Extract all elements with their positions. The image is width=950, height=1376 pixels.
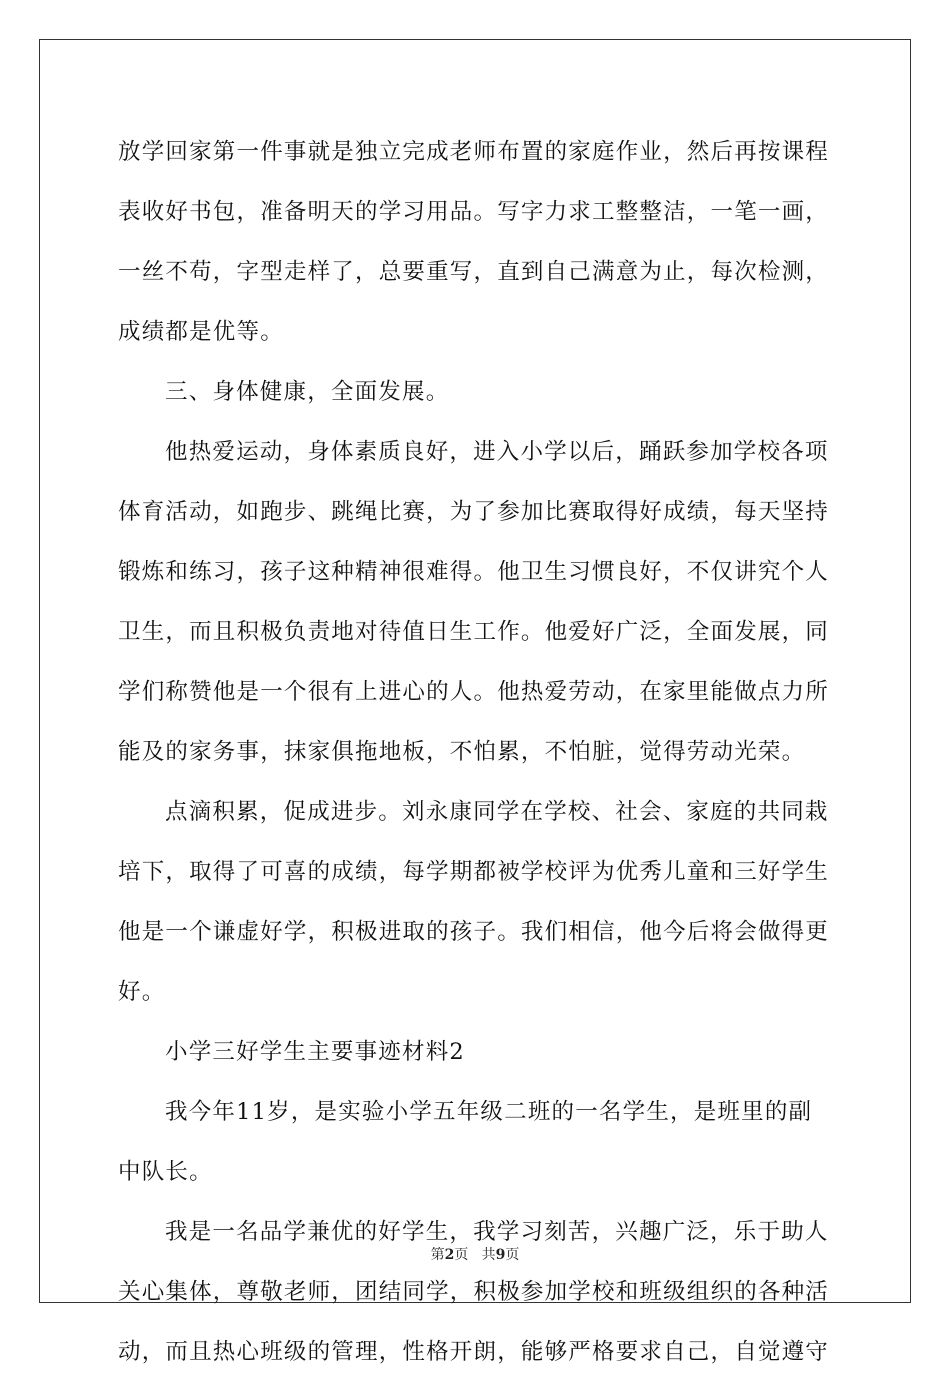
line-spacer [118, 296, 836, 308]
line-spacer [118, 1136, 836, 1148]
text-line: 他是一个谦虚好学，积极进取的孩子。我们相信，他今后将会做得更 [118, 919, 830, 945]
text-line: 动，而且热心班级的管理，性格开朗，能够严格要求自己，自觉遵守 [118, 1339, 830, 1365]
line-spacer [118, 236, 836, 248]
text-line: 关心集体，尊敬老师，团结同学，积极参加学校和班级组织的各种活 [118, 1279, 830, 1305]
line-spacer [118, 656, 836, 668]
line-spacer [118, 356, 836, 368]
text-line: 体育活动，如跑步、跳绳比赛，为了参加比赛取得好成绩，每天坚持 [118, 499, 830, 525]
text-line: 表收好书包，准备明天的学习用品。写字力求工整整洁，一笔一画， [118, 199, 830, 225]
footer-page-suffix: 页 [454, 1247, 469, 1263]
line-spacer [118, 776, 836, 788]
line-spacer [118, 416, 836, 428]
text-line: 他热爱运动，身体素质良好，进入小学以后，踊跃参加学校各项 [165, 439, 829, 465]
text-line: 我是一名品学兼优的好学生，我学习刻苦，兴趣广泛，乐于助人 [165, 1219, 829, 1245]
text-line: 放学回家第一件事就是独立完成老师布置的家庭作业，然后再按课程 [118, 139, 830, 165]
line-spacer [118, 1016, 836, 1028]
text-line: 成绩都是优等。 [118, 319, 284, 345]
line-spacer [118, 1076, 836, 1088]
text-line: 好。 [118, 979, 166, 1005]
document-body [118, 128, 836, 1376]
text-line: 锻炼和练习，孩子这种精神很难得。他卫生习惯良好，不仅讲究个人 [118, 559, 830, 585]
footer-total-prefix: 共 [481, 1247, 496, 1263]
line-spacer [118, 596, 836, 608]
text-line: 学们称赞他是一个很有上进心的人。他热爱劳动，在家里能做点力所 [118, 679, 830, 705]
line-spacer [118, 476, 836, 488]
line-spacer [118, 1196, 836, 1208]
text-line: 小学三好学生主要事迹材料2 [165, 1039, 465, 1065]
footer-page-number: 2 [444, 1247, 455, 1263]
footer-prefix: 第 [430, 1247, 445, 1263]
line-spacer [118, 956, 836, 968]
text-line: 一丝不苟，字型走样了，总要重写，直到自己满意为止，每次检测， [118, 259, 830, 285]
line-spacer [118, 176, 836, 188]
line-spacer [118, 836, 836, 848]
page-footer [0, 1244, 950, 1264]
footer-total-pages: 9 [495, 1247, 506, 1263]
text-line: 点滴积累，促成进步。刘永康同学在学校、社会、家庭的共同栽 [165, 799, 829, 825]
text-line: 我今年11岁，是实验小学五年级二班的一名学生，是班里的副 [165, 1099, 813, 1125]
text-line: 中队长。 [118, 1159, 213, 1185]
line-spacer [118, 716, 836, 728]
text-line: 培下，取得了可喜的成绩，每学期都被学校评为优秀儿童和三好学生 [118, 859, 830, 885]
text-line: 三、身体健康，全面发展。 [165, 379, 450, 405]
text-line: 卫生，而且积极负责地对待值日生工作。他爱好广泛，全面发展，同 [118, 619, 830, 645]
line-spacer [118, 536, 836, 548]
footer-total-suffix: 页 [505, 1247, 520, 1263]
text-line: 能及的家务事，抹家俱拖地板，不怕累，不怕脏，觉得劳动光荣。 [118, 739, 806, 765]
line-spacer [118, 1316, 836, 1328]
line-spacer [118, 896, 836, 908]
